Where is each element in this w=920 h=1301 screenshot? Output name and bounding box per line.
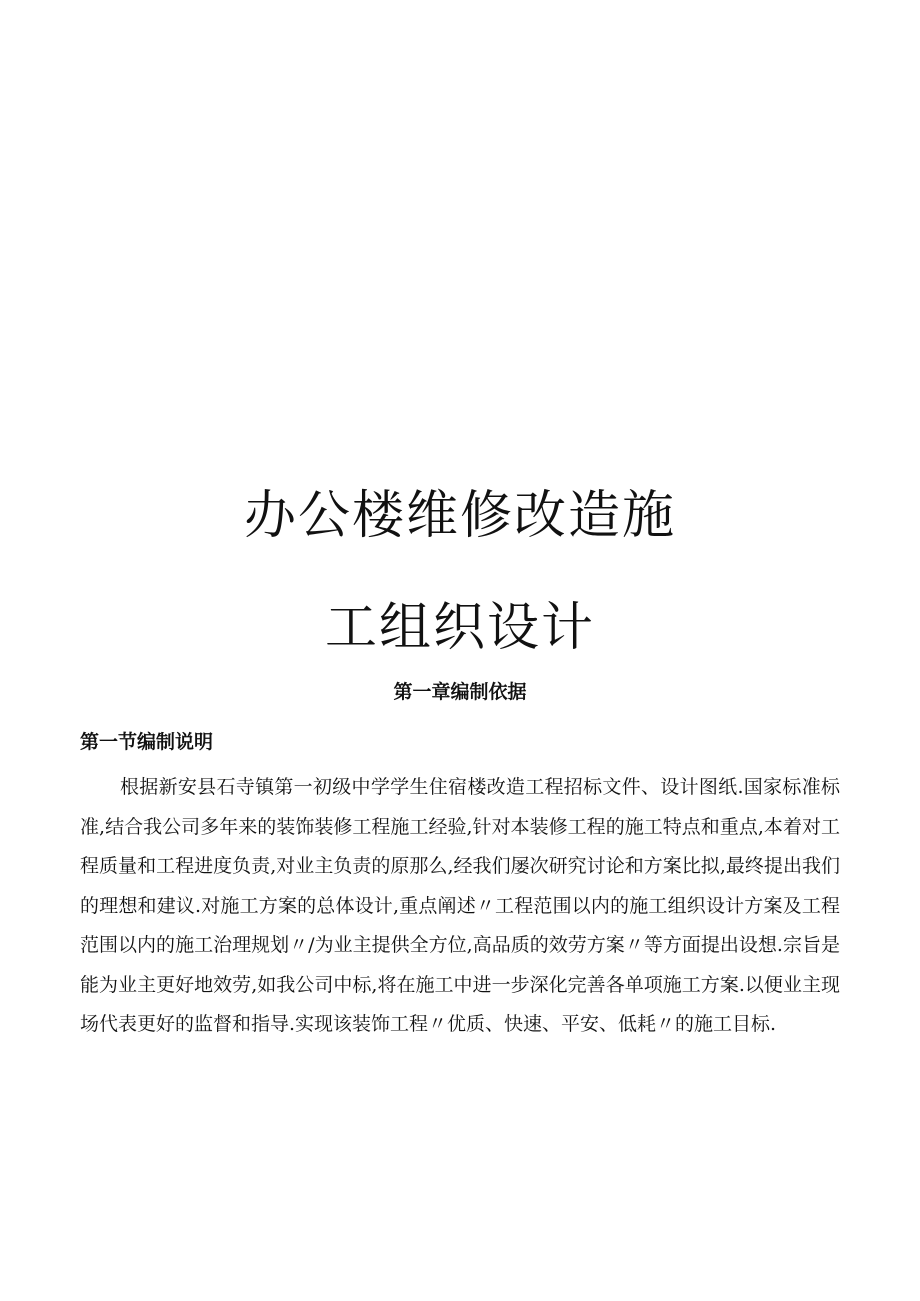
document-title-line-1: 办公楼维修改造施	[243, 486, 676, 546]
section-heading: 第一节编制说明	[80, 731, 214, 753]
document-title-line-2: 工组织设计	[324, 598, 595, 658]
chapter-heading: 第一章编制依据	[393, 681, 527, 703]
body-paragraph: 根据新安县石寺镇第一初级中学学生住宿楼改造工程招标文件、设计图纸.国家标准标准,结合我公司多年来的装饰装修工程施工经验,针对本装修工程的施工特点和重点,本着对工程质量和工程进度负责,对业主负责的原那么,经我们屡次研究讨论和方案比拟,最终提出我们的理想和建议.对施工方案的总体设计,重点阐述〃工程范围以内的施工组织设计方案及工程范围以内的施工治理规划〃/为业主提供全方位,高品质的效劳方案〃等方面提出设想.宗旨是能为业主更好地效劳,如我公司中标,将在施工中进一步深化完善各单项施工方案.以便业主现场代表更好的监督和指导.实现该装饰工程〃优质、快速、平安、低耗〃的施工目标.	[80, 776, 840, 1035]
